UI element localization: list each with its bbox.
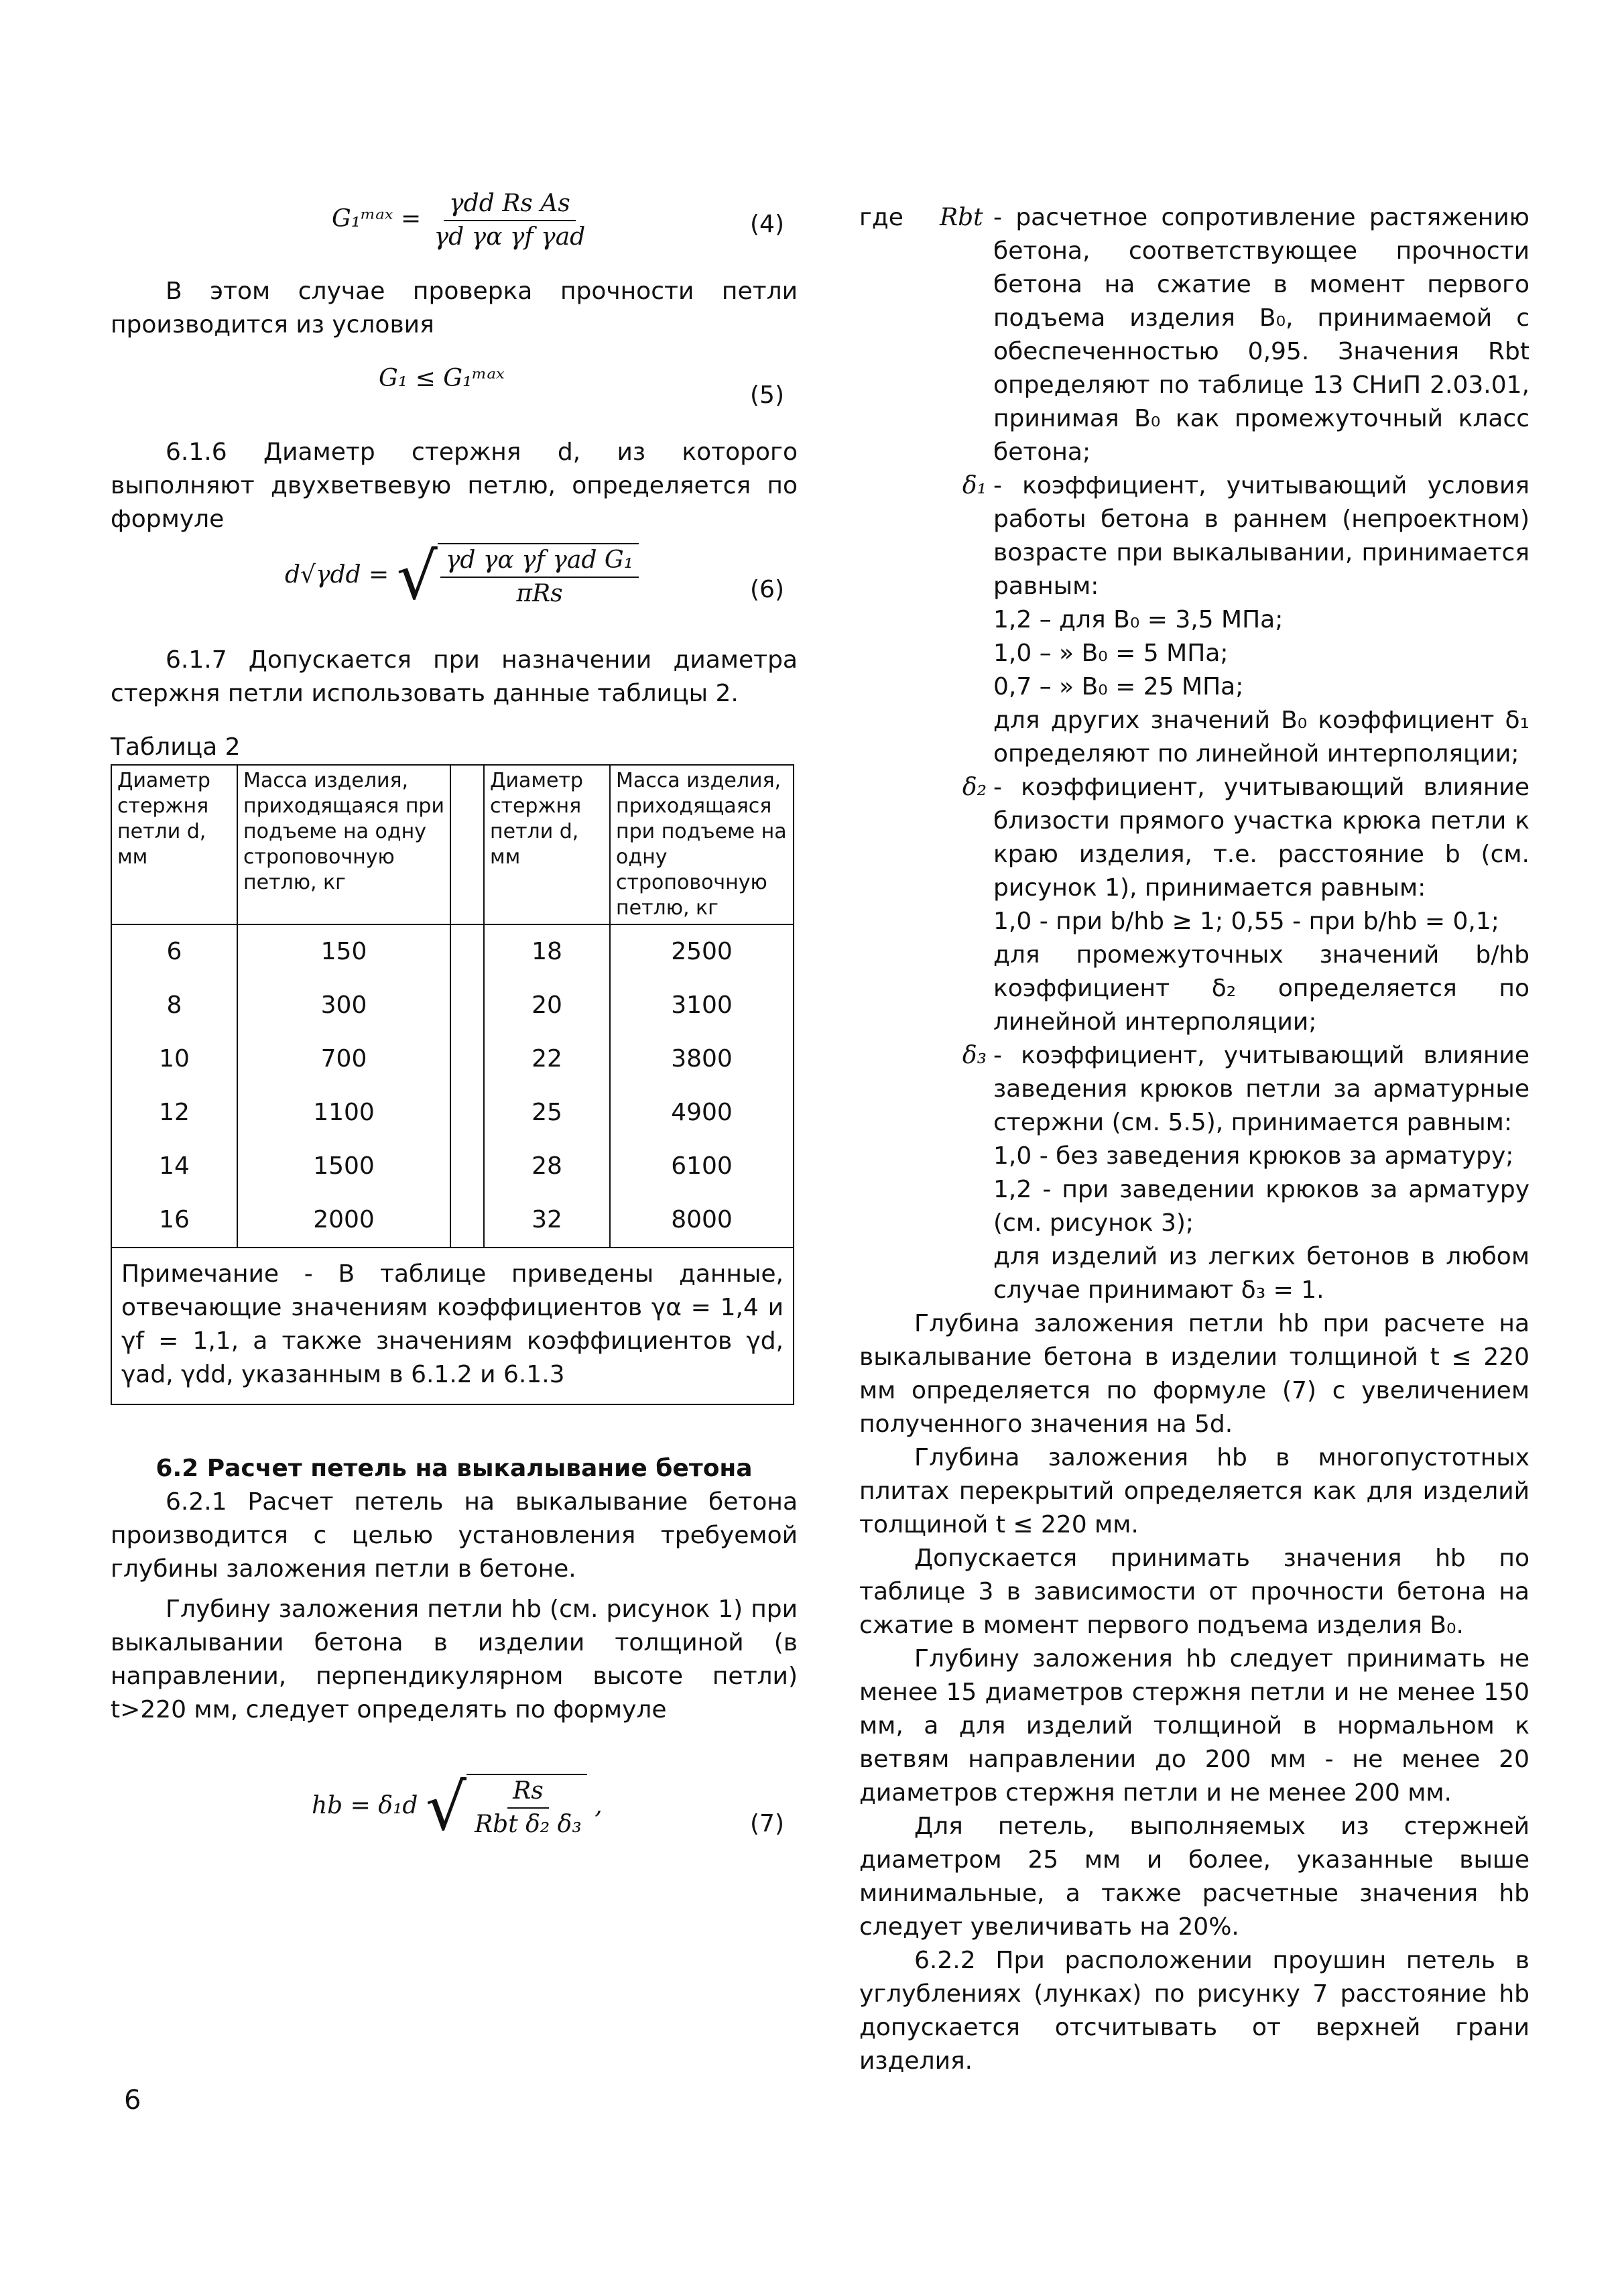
formula-5-number: (5) (750, 381, 784, 409)
delta1-term: δ₁ (962, 472, 987, 499)
table-gap-cell (450, 765, 484, 924)
formula-6-number: (6) (750, 576, 784, 603)
formula-7-lhs: hb = δ₁d (312, 1792, 418, 1819)
delta2-value: 1,0 - при b/hb ≥ 1; 0,55 - при b/hb = 0,1; (993, 908, 1499, 935)
paragraph-check-condition: В этом случае проверка прочности петли производится из условия (111, 278, 798, 339)
formula-6-denominator: πRs (516, 580, 563, 607)
formula-5 (111, 342, 798, 429)
table-cell: 1100 (237, 1086, 450, 1140)
table-cell: 22 (484, 1032, 610, 1086)
table-cell: 2500 (610, 924, 794, 979)
formula-4 (111, 188, 798, 261)
table-cell: 3800 (610, 1032, 794, 1086)
table-note: Примечание - В таблице приведены данные, отвечающие значениям коэффициентов γα = 1,4 и γf = 1,1, а также значениям коэффициентов γd, γad, γdd, указанным в 6.1.2 и 6.1.3 (111, 1248, 794, 1404)
rbt-term: Rbt (940, 204, 983, 231)
table-cell: 4900 (610, 1086, 794, 1140)
delta3-value: 1,2 - при заведении крюков за арматуру (см. рисунок 3); (993, 1176, 1530, 1237)
table-cell: 6 (111, 924, 237, 979)
formula-7-tail: , (595, 1792, 603, 1819)
table-gap-cell (450, 1193, 484, 1248)
table-header-row (111, 765, 794, 924)
formula-6-lhs: d√γdd = (285, 561, 389, 589)
paragraph-min-depth: Глубину заложения hb следует принимать не менее 15 диаметров стержня петли и не менее 150 мм, а для изделий толщиной в нормальном к ветвям направлении до 200 мм - не менее 20 диаметров стержня петли и не менее 200 мм. (859, 1645, 1530, 1807)
delta3-definition: - коэффициент, учитывающий влияние заведения крюков петли за арматурные стержни (см. 5.5), принимается равным: (993, 1042, 1530, 1136)
formula-7-number: (7) (750, 1810, 784, 1837)
definition-delta1 (859, 469, 1530, 771)
table-header-cell: Диаметр стержня петли d, мм (111, 765, 237, 924)
table-cell: 1500 (237, 1140, 450, 1193)
rbt-definition: - расчетное сопротивление растяжению бетона, соответствующее прочности бетона на сжатие в момент первого подъема изделия B₀, принимаемой с обеспеченностью 0,95. Значения Rbt определяют по таблице 13 СНиП 2.03.01, принимая B₀ как промежуточный класс бетона; (993, 204, 1530, 466)
delta1-body (993, 469, 1530, 771)
table-cell: 300 (237, 979, 450, 1032)
formula-7-numerator: Rs (507, 1775, 549, 1809)
section-heading-6-2: 6.2 Расчет петель на выкалывание бетона (155, 1455, 753, 1482)
delta1-value: 1,2 – для B₀ = 3,5 МПа; (993, 606, 1284, 633)
delta3-term: δ₃ (962, 1042, 987, 1069)
paragraph-table-3: Допускается принимать значения hb по таблице 3 в зависимости от прочности бетона на сжатие в момент первого подъема изделия B₀. (859, 1545, 1530, 1639)
table-row (111, 1032, 794, 1086)
table-gap-cell (450, 979, 484, 1032)
table-cell: 8 (111, 979, 237, 1032)
delta2-body (993, 771, 1530, 1039)
delta3-value: 1,0 - без заведения крюков за арматуру; (993, 1142, 1514, 1170)
table-gap-cell (450, 1032, 484, 1086)
delta1-value: 0,7 – » B₀ = 25 МПа; (993, 673, 1244, 701)
formula-4-numerator: γdd Rs As (444, 188, 576, 221)
table-gap-cell (450, 1140, 484, 1193)
table-cell: 2000 (237, 1193, 450, 1248)
table-cell: 32 (484, 1193, 610, 1248)
paragraph-6-1-7: 6.1.7 Допускается при назначении диаметра стержня петли использовать данные таблицы 2. (111, 646, 798, 707)
formula-5-body: G₁ ≤ G₁ᵐᵃˣ (379, 365, 505, 392)
formula-6-fraction (438, 543, 639, 610)
delta2-term: δ₂ (962, 774, 987, 801)
paragraph-depth-formula-intro: Глубину заложения петли hb (см. рисунок 1) при выкалывании бетона в изделии толщиной (в направлении, перпендикулярном высоте петли) t>220 мм, следует определять по формуле (111, 1595, 798, 1724)
delta1-interpolation: для других значений B₀ коэффициент δ₁ определяют по линейной интерполяции; (993, 707, 1530, 768)
delta3-body (993, 1039, 1530, 1307)
radical-sign: √ (425, 1770, 467, 1845)
right-column (859, 201, 1530, 2078)
delta2-definition: - коэффициент, учитывающий влияние близости прямого участка крюка петли к краю изделия, т.е. расстояние b (см. рисунок 1), принимается равным: (993, 774, 1530, 902)
table-cell: 25 (484, 1086, 610, 1140)
formula-7-denominator: Rbt δ₂ δ₃ (475, 1811, 582, 1838)
paragraph-25mm: Для петель, выполняемых из стержней диаметром 25 мм и более, указанные выше минимальные, а также расчетные значения hb следует увеличивать на 20%. (859, 1813, 1530, 1941)
definition-rbt (859, 201, 1530, 469)
formula-4-lhs: G₁ᵐᵃˣ = (332, 205, 422, 233)
formula-6 (111, 536, 798, 637)
formula-7 (111, 1770, 798, 1881)
table-gap-cell (450, 1086, 484, 1140)
table-header-cell: Масса изделия, приходящаяся при подъеме на одну строповочную петлю, кг (237, 765, 450, 924)
paragraph-depth-thin: Глубина заложения петли hb при расчете на выкалывание бетона в изделии толщиной t ≤ 220 мм определяется по формуле (7) с увеличением полученного значения на 5d. (859, 1310, 1530, 1438)
table-note-row (111, 1248, 794, 1404)
table-cell: 16 (111, 1193, 237, 1248)
formula-6-sqrt (396, 539, 639, 614)
table-cell: 6100 (610, 1140, 794, 1193)
table-row (111, 924, 794, 979)
paragraph-depth-hollow: Глубина заложения hb в многопустотных плитах перекрытий определяется как для изделий толщиной t ≤ 220 мм. (859, 1444, 1530, 1538)
left-column (111, 188, 798, 1881)
table-cell: 8000 (610, 1193, 794, 1248)
table-caption: Таблица 2 (111, 733, 241, 761)
definition-delta2 (859, 771, 1530, 1039)
delta1-definition: - коэффициент, учитывающий условия работы бетона в раннем (непроектном) возрасте при выкалывании, принимается равным: (993, 472, 1530, 600)
table-cell: 3100 (610, 979, 794, 1032)
table-cell: 14 (111, 1140, 237, 1193)
table-header-cell: Масса изделия, приходящаяся при подъеме на одну строповочную петлю, кг (610, 765, 794, 924)
page-number: 6 (124, 2085, 141, 2116)
formula-7-fraction (466, 1774, 587, 1841)
table-row (111, 1086, 794, 1140)
table-gap-cell (450, 924, 484, 979)
delta1-value: 1,0 – » B₀ = 5 МПа; (993, 640, 1229, 667)
table-cell: 28 (484, 1140, 610, 1193)
table-cell: 700 (237, 1032, 450, 1086)
delta3-light-concrete: для изделий из легких бетонов в любом случае принимают δ₃ = 1. (993, 1243, 1530, 1304)
formula-7-sqrt (425, 1770, 587, 1845)
paragraph-6-1-6: 6.1.6 Диаметр стержня d, из которого выполняют двухветвевую петлю, определяется по формуле (111, 438, 798, 533)
table-cell: 18 (484, 924, 610, 979)
where-label: где (859, 204, 903, 231)
formula-4-fraction (429, 188, 591, 253)
table-cell: 10 (111, 1032, 237, 1086)
table-cell: 150 (237, 924, 450, 979)
table-cell: 20 (484, 979, 610, 1032)
formula-6-numerator: γd γα γf γad G₁ (440, 544, 639, 578)
table-cell: 12 (111, 1086, 237, 1140)
table-row (111, 1193, 794, 1248)
formula-4-number: (4) (750, 210, 784, 238)
table-header-cell: Диаметр стержня петли d, мм (484, 765, 610, 924)
table-row (111, 979, 794, 1032)
formula-4-denominator: γd γα γf γad (434, 223, 586, 251)
radical-sign: √ (396, 539, 438, 614)
definition-delta3 (859, 1039, 1530, 1307)
table-row (111, 1140, 794, 1193)
table-2 (111, 764, 794, 1405)
paragraph-6-2-1: 6.2.1 Расчет петель на выкалывание бетона производится с целью установления требуемой глубины заложения петли в бетоне. (111, 1488, 798, 1583)
paragraph-6-2-2: 6.2.2 При расположении проушин петель в углублениях (лунках) по рисунку 7 расстояние hb допускается отсчитывать от верхней грани изделия. (859, 1947, 1530, 2075)
delta2-interpolation: для промежуточных значений b/hb коэффициент δ₂ определяется по линейной интерполяции; (993, 941, 1530, 1036)
